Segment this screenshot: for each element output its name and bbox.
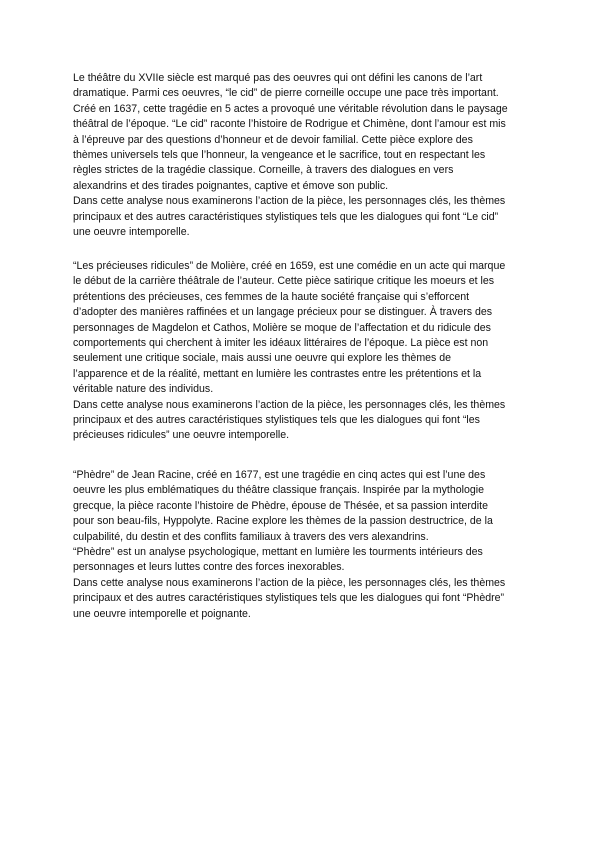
section-precieuses-ridicules	[73, 259, 543, 444]
section-body: “Les précieuses ridicules” de Molière, créé en 1659, est une comédie en un acte qui marque le début de la carrière théâtrale de l’auteur. Cette pièce satirique critique les moeurs et les prétentions des précieuses, ces femmes de la haute société française qui s’efforcent d’adopter des manières raffinées et un langage précieux pour se distinguer. À travers des personnages de Magdelon et Cathos, Molière se moque de l’affectation et du ridicule des comportements qui cherchent à imiter les idéaux littéraires de l’époque. La pièce est non seulement une critique sociale, mais aussi une oeuvre qui explore les thèmes de l’apparence et de la réalité, mettant en lumière les contrastes entre les prétentions et la véritable nature des individus.	[73, 260, 506, 396]
section-conclusion: Dans cette analyse nous examinerons l’action de la pièce, les personnages clés, les thèmes principaux et des autres caractéristiques stylistiques tels que les dialogues qui font “Phèdre” une oeuvre intemporelle et poignante.	[73, 576, 506, 620]
section-body: “Phèdre” de Jean Racine, créé en 1677, est une tragédie en cinq actes qui est l’une des oeuvre les plus emblématiques du théâtre classique français. Inspirée par la mythologie grecque, la pièce raconte l’histoire de Phèdre, épouse de Thésée, et sa passion interdite pour son beau-fils, Hyppolyte. Racine explore les thèmes de la passion destructrice, de la culpabilité, du destin et des conflits familiaux à travers des vers alexandrins.	[73, 469, 493, 543]
section-conclusion: Dans cette analyse nous examinerons l’action de la pièce, les personnages clés, les thèmes principaux et des autres caractéristiques stylistiques tels que les dialogues qui font “Le cid” une oeuvre intemporelle.	[73, 195, 506, 239]
section-le-cid	[73, 71, 543, 240]
section-phedre	[73, 468, 543, 622]
section-extra: “Phèdre” est un analyse psychologique, mettant en lumière les tourments intérieurs des personnages et leurs luttes contre des forces inexorables.	[73, 546, 483, 574]
section-conclusion: Dans cette analyse nous examinerons l’action de la pièce, les personnages clés, les thèmes principaux et des autres caractéristiques stylistiques tels que les dialogues qui font “les précieuses ridicules” une oeuvre intemporelle.	[73, 398, 506, 442]
section-body: Le théâtre du XVIIe siècle est marqué pas des oeuvres qui ont défini les canons de l’art dramatique. Parmi ces oeuvres, “le cid” de pierre corneille occupe une pace très important. Créé en 1637, cette tragédie en 5 actes a provoqué une véritable révolution dans le paysage théâtral de l’époque. “Le cid” raconte l’histoire de Rodrigue et Chimène, dont l’amour est mis à l’épreuve par des questions d’honneur et de devoir familial. Cette pièce explore des thèmes universels tels que l’honneur, la vengeance et le sacrifice, tout en respectant les règles strictes de la tragédie classique. Corneille, à travers des dialogues en vers alexandrins et des tirades poignantes, captive et émove son public.	[73, 72, 508, 192]
